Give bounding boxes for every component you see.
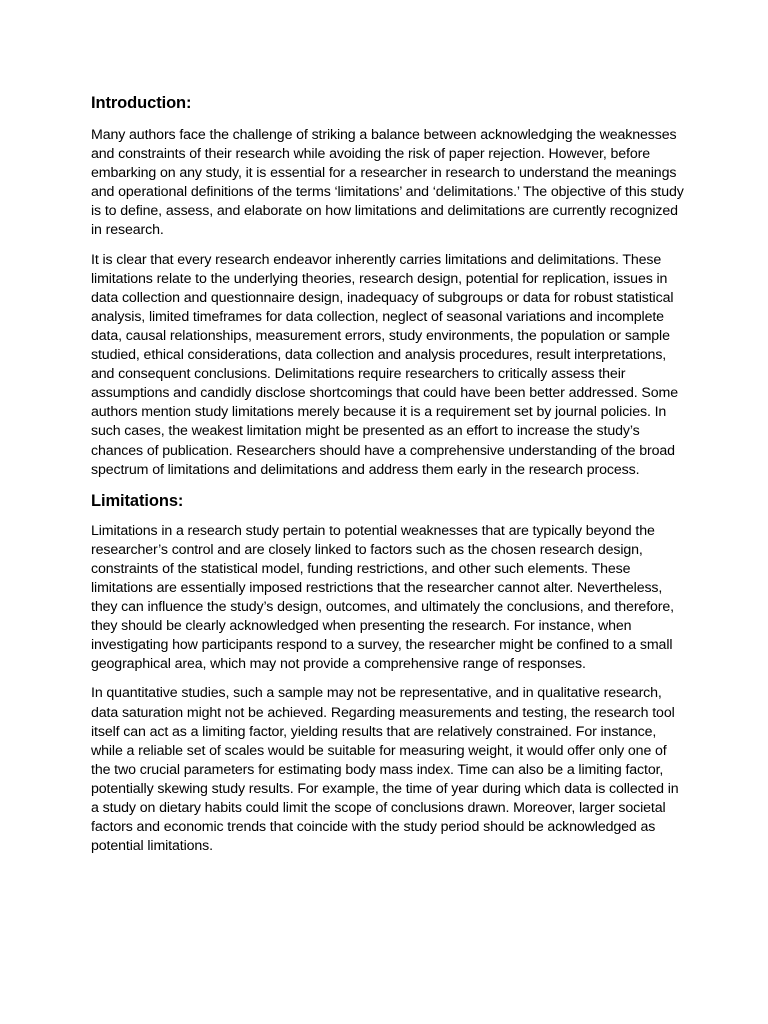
section-heading-limitations: Limitations: [91, 491, 184, 510]
section-heading-introduction: Introduction: [91, 94, 192, 112]
paragraph: In quantitative studies, such a sample may not be representative, and in qualitative research, data saturation might not be achieved. Regarding measurements and testing, the research tool itself can act as a limiting factor, yielding results that are relatively constrained. For instance, while a reliable set of scales would be suitable for measuring weight, it would offer only one of the two crucial parameters for estimating body mass index. Time can also be a limiting factor, potentially skewing study results. For example, the time of year during which data is collected in a study on dietary habits could limit the scope of conclusions drawn. Moreover, larger societal factors and economic trends that coincide with the study period should be acknowledged as potential limitations. [91, 685, 679, 855]
document-page [91, 92, 686, 856]
paragraph: Many authors face the challenge of striking a balance between acknowledging the weaknesses and constraints of their research while avoiding the risk of paper rejection. However, before embarking on any study, it is essential for a researcher in research to understand the meanings and operational definitions of the terms ‘limitations’ and ‘delimitations.’ The objective of this study is to define, assess, and elaborate on how limitations and delimitations are currently recognized in research. [91, 127, 684, 239]
paragraph: It is clear that every research endeavor inherently carries limitations and delimitations. These limitations relate to the underlying theories, research design, potential for replication, issues in data collection and questionnaire design, inadequacy of subgroups or data for robust statistical analysis, limited timeframes for data collection, neglect of seasonal variations and incomplete data, causal relationships, measurement errors, study environments, the population or sample studied, ethical considerations, data collection and analysis procedures, result interpretations, and consequent conclusions. Delimitations require researchers to critically assess their assumptions and candidly disclose shortcomings that could have been better addressed. Some authors mention study limitations merely because it is a requirement set by journal policies. In such cases, the weakest limitation might be presented as an effort to increase the study’s chances of publication. Researchers should have a comprehensive understanding of the broad spectrum of limitations and delimitations and address them early in the research process. [91, 251, 679, 478]
paragraph: Limitations in a research study pertain to potential weaknesses that are typically beyond the researcher’s control and are closely linked to factors such as the chosen research design, constraints of the statistical model, funding restrictions, and other such elements. These limitations are essentially imposed restrictions that the researcher cannot alter. Nevertheless, they can influence the study’s design, outcomes, and ultimately the conclusions, and therefore, they should be clearly acknowledged when presenting the research. For instance, when investigating how participants respond to a survey, the researcher might be confined to a small geographical area, which may not provide a comprehensive range of responses. [91, 522, 674, 673]
